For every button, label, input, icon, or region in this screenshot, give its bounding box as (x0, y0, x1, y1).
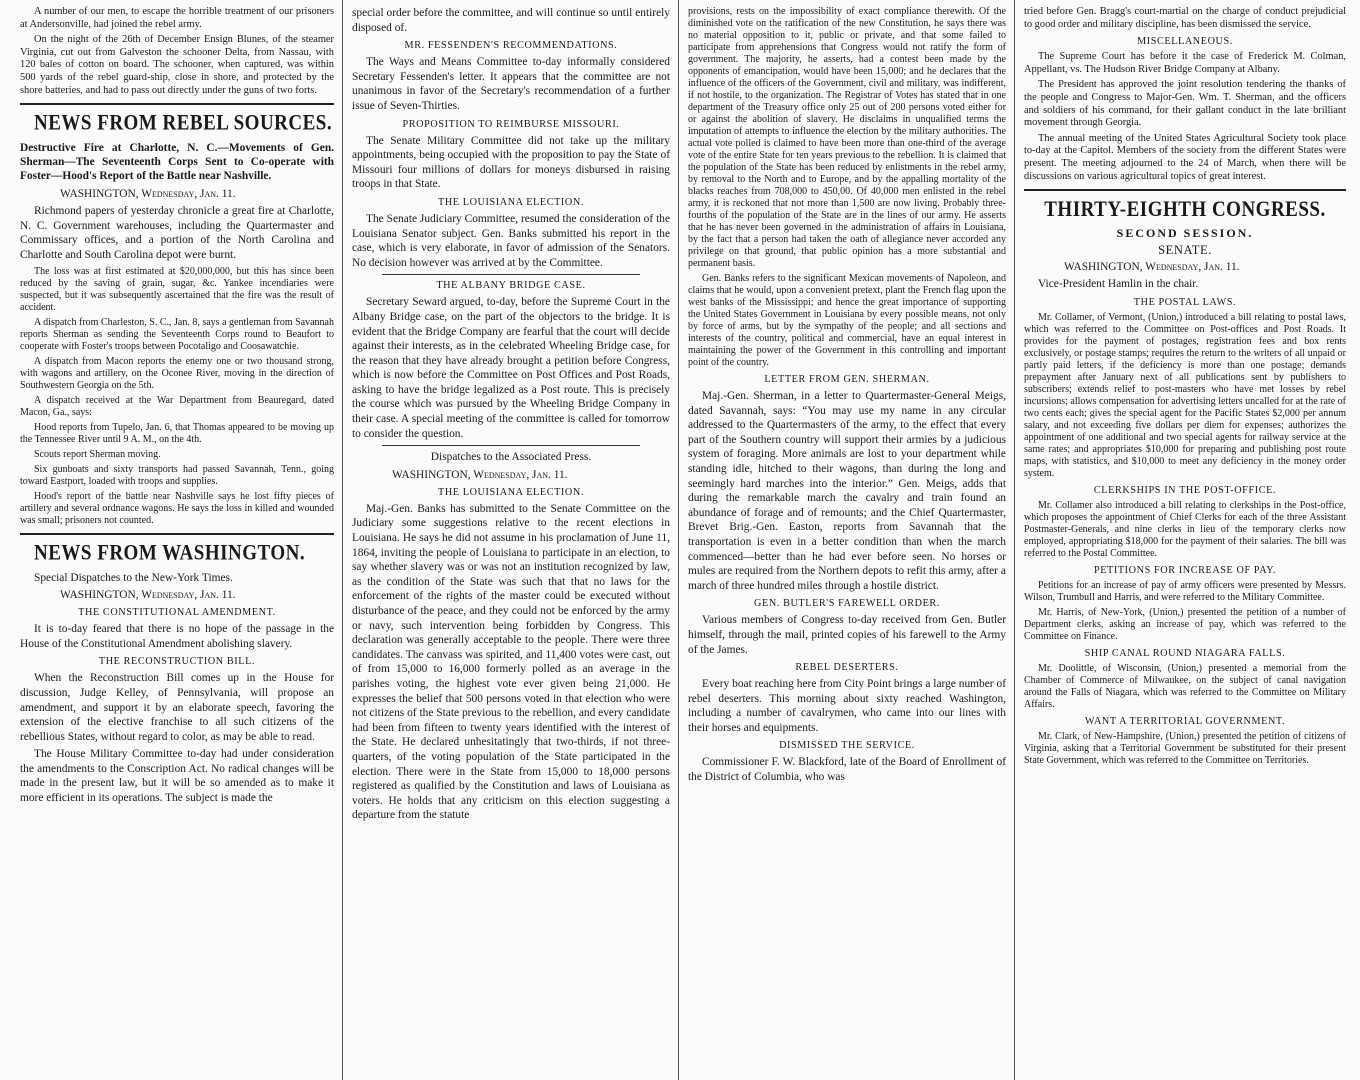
paragraph: Mr. Collamer, of Vermont, (Union,) introduced a bill relating to postal laws, which was referred to the Committee on Post-offices and Post Roads. It provides for the payment of postages, registration fees and box rents exclusively, or postage stamps; requires the return to the writers of all unpaid or partly paid letters, if the deficiency is more than one postage; demands prepayment after January next of all publications sent by publishers to subscribers; extends relief to post-masters who have met losses by rebel incursions; allows compensation for advertising letters uncalled for at the rate of two cents each; gives the special agent for the Pacific States $2,000 per annum salary, and not exceeding five dollars per diem for expenses; authorizes the appointment of one additional and two special agents for railway service at the same rates; and appropriates $10,000 for preparing and publishing post route maps, with statistics, and $10,000 to meet any deficiency in the money order system. (1024, 311, 1346, 479)
headline-washington: NEWS FROM WASHINGTON. (34, 540, 306, 566)
paragraph: Gen. Banks refers to the significant Mexican movements of Napoleon, and claims that he would, upon a convenient pretext, plant the French flag upon the west banks of the Mississippi; and hence the great importance of supporting the United States Government in Louisiana by every possible means, not only by force of arms, but by the sympathy of the people; and all sections and interests of the country, political and commercial, have an equal interest in maintaining the power of the Government in this controlling and important point of the country. (688, 273, 1006, 368)
paragraph: Maj.-Gen. Sherman, in a letter to Quartermaster-General Meigs, dated Savannah, says: “You may use my name in any circular addressed to the Quartermasters of the army, to the effect that every part of the Southern country will support their armies by a judicious system of foraging. More animals are lost to your department while standing idle, hitched to their wagons, than during the long and seemingly hard marches into the interior.” Gen. Meigs, adds that during the remarkable march the cavalry and train found an abundance of forage and of remounts; and the Chief Quartermaster, Brevet Brig.-Gen. Easton, reports from Savannah that the transportation is even in a better condition than when the march commenced—better than he had ever before seen. No horses or mules are required from the Northern depots to refit this army, after a march of three hundred miles through a hostile district. (688, 390, 1006, 592)
section-heading: THE CONSTITUTIONAL AMENDMENT. (78, 607, 276, 619)
paragraph: Hood's report of the battle near Nashville says he lost fifty pieces of artillery and several ordnance wagons. He says the loss in killed and wounded was small; prisoners not counted. (20, 490, 334, 526)
section-heading: THE POSTAL LAWS. (1133, 296, 1237, 308)
section-heading: THE LOUISIANA ELECTION. (438, 196, 584, 208)
section-heading: THE ALBANY BRIDGE CASE. (436, 280, 586, 292)
paragraph: A dispatch from Charleston, S. C., Jan. 8, says a gentleman from Savannah reports Sherman as sending the Seventeenth Corps round to Beaufort to cooperate with Foster's troops between Pocotaligo and Coosawatchie. (20, 316, 334, 352)
paragraph: The annual meeting of the United States Agricultural Society took place to-day at the Capitol. Members of the society from the different States were present. The meeting adjourned to the 24 of March, when there will be discussions on various agricultural topics of great interest. (1024, 132, 1346, 182)
section-heading: MISCELLANEOUS. (1137, 36, 1233, 48)
divider (20, 103, 334, 105)
column-rule (1014, 0, 1015, 1080)
paragraph: Petitions for an increase of pay of army officers were presented by Messrs. Wilson, Trumbull and Harris, and were referred to the Military Committee. (1024, 579, 1346, 603)
special-dispatch-line: Special Dispatches to the New-York Times. (34, 571, 233, 584)
column-rule (678, 0, 679, 1080)
dateline: WASHINGTON, Wednesday, Jan. 11. (60, 589, 236, 602)
section-heading: LETTER FROM GEN. SHERMAN. (764, 374, 930, 385)
paragraph: Mr. Clark, of New-Hampshire, (Union,) presented the petition of citizens of Virginia, asking that a Territorial Government be substituted for their present State Government, which was referred to the Committee on Territories. (1024, 730, 1346, 766)
section-heading: REBEL DESERTERS. (795, 662, 899, 674)
dateline: WASHINGTON, Wednesday, Jan. 11. (1064, 261, 1240, 274)
paragraph: provisions, rests on the impossibility of exact compliance therewith. Of the diminished vote on the ratification of the new Constitution, he says there was no material opposition to it, public or private, and that some failed to participate from apprehensions that Congress would not ratify the form of government. The majority, he asserts, had a contest been made by the opponents of emancipation, would have been 15,000; and he declares that the influence of the officers of the Government, civil and military, was indifferent, if not hostile, to the organization. The Registrar of Votes has stated that in one department of the Treasury office only 25 out of 200 persons voted either for or against the abolition of slavery. He disclaims in unqualified terms the imputation of attempts to influence the election by the military authorities. The actual vote polled is claimed to have been more than one-third of the average vote of the entire State for ten years previous to the rebellion. It is claimed that the population of the State has been reduced by enlistments in the rebel army, by removal to the North and to Europe, and by the appalling mortality of the blacks reaches from 708,000 to 450,00. Of 40,000 men enlisted in the rebel army, it is reckoned that not more than 1,500 are now living. Probably three-fourths of the population of the State are in the lines of our army. He asserts that he has never been governed in the administration of affairs in Louisiana, by the fact that a person had taken the oath of allegiance never accorded any privilege on that ground, that public opinion has a more substantial and permanent basis. (688, 6, 1006, 269)
paragraph: Maj.-Gen. Banks has submitted to the Senate Committee on the Judiciary some suggestions relative to the recent elections in Louisiana. He says he did not assume in his proclamation of June 11, 1864, inviting the people of Louisiana to participate in an election, to say whether slavery was or was not an institution recognized by law, as the condition of the State was such that that no laws for the enforcement of the rights of the master could be executed without disturbance of the peace, and they could not be enforced by the army or navy, such intervention being forbidden by Congress. This declaration was generally acceptable to the people. There were three candidates. The canvass was spirited, and 11,400 votes were cast, out of from 15,000 to 16,000 formerly polled as an average in the parishes voting, the highest vote ever given being 21,000. He expresses the belief that 500 persons voted in that election who were not citizens of the State previous to the rebellion, and every candidate had been from fifteen to twenty years identified with the interest of the State. He declared unhesitatingly that two-thirds, if not three-quarters, of the voting population of the State participated in the election. There were in the State from 15,000 to 18,000 persons registered as qualified by the Constitution and laws of Louisiana as voters. He holds that any criticism on this election suggesting a departure from the statute (352, 502, 670, 822)
paragraph: Mr. Collamer also introduced a bill relating to clerkships in the Post-office, which proposes the appointment of Chief Clerks for each of the three Assistant Postmaster-Generals, and nine clerks in lieu of the temporary clerks now employed, appropriating $18,000 for the payment of their salaries. The bill was referred to the Postal Committee. (1024, 499, 1346, 559)
section-heading: GEN. BUTLER'S FAREWELL ORDER. (754, 598, 940, 610)
section-heading: PETITIONS FOR INCREASE OF PAY. (1093, 564, 1277, 576)
column-3 (684, 0, 1010, 1080)
column-2 (348, 0, 674, 1080)
column-rule (342, 0, 343, 1080)
section-heading: WANT A TERRITORIAL GOVERNMENT. (1084, 715, 1286, 727)
dateline: WASHINGTON, Wednesday, Jan. 11. (392, 468, 568, 481)
paragraph: Hood reports from Tupelo, Jan. 6, that Thomas appeared to be moving up the Tennessee River until 9 A. M., on the 4th. (20, 421, 334, 445)
paragraph: The Senate Judiciary Committee, resumed the consideration of the Louisiana Senator subject. Gen. Banks submitted his report in the case, which is very elaborate, in favor of admission of the Senators. No decision however was arrived at by the Committee. (352, 212, 670, 269)
section-heading: MR. FESSENDEN'S RECOMMENDATIONS. (404, 40, 618, 52)
chair-line: Vice-President Hamlin in the chair. (1038, 278, 1199, 291)
paragraph: Scouts report Sherman moving. (34, 448, 161, 460)
divider (382, 445, 640, 446)
divider (1024, 189, 1346, 191)
session-heading: SECOND SESSION. (1116, 226, 1254, 241)
section-heading: THE LOUISIANA ELECTION. (438, 486, 584, 498)
paragraph: The Ways and Means Committee to-day informally considered Secretary Fessenden's letter. It appears that the committee are not unanimous in favor of the Secretary's recommendation of a further issue of Seven-Thirties. (352, 56, 670, 112)
paragraph: When the Reconstruction Bill comes up in the House for discussion, Judge Kelley, of Pennsylvania, will propose an amendment, and support it by an elaborate speech, favoring the extension of the elective franchise to all such citizens of the rebellious States, without regard to color, as may be able to read. (20, 672, 334, 743)
chamber-heading: SENATE. (1158, 243, 1212, 258)
subheadline: Destructive Fire at Charlotte, N. C.—Movements of Gen. Sherman—The Seventeenth Corps Sent to Co-operate with Foster—Hood's Report of the Battle near Nashville. (20, 142, 334, 183)
section-heading: PROPOSITION TO REIMBURSE MISSOURI. (402, 118, 620, 130)
paragraph: The President has approved the joint resolution tendering the thanks of the people and Congress to Major-Gen. Wm. T. Sherman, and the officers and soldiers of his command, for their gallant conduct in the late brilliant movement through Georgia. (1024, 79, 1346, 129)
paragraph: Secretary Seward argued, to-day, before the Supreme Court in the Albany Bridge case, on the part of the objectors to the bridge. It is evident that the Bridge Company are fearful that the court will decide against their interests, as in the celebrated Wheeling Bridge case, for the reason that they have already brought a petition before Congress, which is now before the Committee on Post Offices and Post Roads, asking to have the bridge legalized as a Post route. This is precisely the course which was pursued by the Wheeling Bridge Company in their case. A special meeting of the committee is called for tomorrow to consider the question. (352, 296, 670, 440)
associated-press-line: Dispatches to the Associated Press. (430, 451, 592, 464)
paragraph: tried before Gen. Bragg's court-martial on the charge of conduct prejudicial to good order and military discipline, has been dismissed the service. (1024, 6, 1346, 30)
divider (382, 274, 640, 275)
paragraph: Mr. Harris, of New-York, (Union,) presented the petition of a number of Department clerks, asking an increase of pay, which was referred to the Committee on Finance. (1024, 606, 1346, 642)
paragraph: A dispatch from Macon reports the enemy one or two thousand strong, with wagons and artillery, on the Oconee River, moving in the direction of Southwestern Georgia on the 5th. (20, 355, 334, 391)
paragraph: The House Military Committee to-day had under consideration the amendments to the Conscription Act. No radical changes will be made in the present law, but it will be so amended as to make it more efficient in its operations. The subject is made the (20, 748, 334, 805)
headline-rebel-sources: NEWS FROM REBEL SOURCES. (34, 111, 333, 136)
paragraph: Mr. Doolittle, of Wisconsin, (Union,) presented a memorial from the Chamber of Commerce of Milwaukee, on the subject of canal navigation around the Falls of Niagara, which was referred to the Committee on Military Affairs. (1024, 662, 1346, 710)
paragraph: Six gunboats and sixty transports had passed Savannah, Tenn., going toward Eastport, loaded with troops and supplies. (20, 463, 334, 487)
paragraph: The loss was at first estimated at $20,000,000, but this has since been reduced by the saving of grain, sugar, &c. Yankee incendiaries were suspected, but it was subsequently ascertained that the fire was the result of accident. (20, 265, 334, 313)
section-heading: THE RECONSTRUCTION BILL. (98, 656, 256, 668)
headline-congress: THIRTY-EIGHTH CONGRESS. (1044, 197, 1326, 222)
paragraph: The Senate Military Committee did not take up the military appointments, being occupied with the proposition to pay the State of Missouri four millions of dollars for moneys disbursed in raising troops in that State. (352, 134, 670, 191)
paragraph: A number of our men, to escape the horrible treatment of our prisoners at Andersonville, had joined the rebel army. (20, 6, 334, 30)
paragraph: On the night of the 26th of December Ensign Blunes, of the steamer Virginia, cut out from Galveston the schooner Delta, from Nassau, with 120 bales of cotton on board. The schooner, when captured, was within 500 yards of the rebel guard-ship, close in shore, and protected by the shore batteries, and had to pass out directly under the guns of two forts. (20, 34, 334, 96)
paragraph: The Supreme Court has before it the case of Frederick M. Colman, Appellant, vs. The Hudson River Bridge Company at Albany. (1024, 51, 1346, 75)
paragraph: Various members of Congress to-day received from Gen. Butler himself, through the mail, printed copies of his farewell to the Army of the James. (688, 614, 1006, 656)
section-heading: SHIP CANAL ROUND NIAGARA FALLS. (1084, 647, 1286, 659)
paragraph: It is to-day feared that there is no hope of the passage in the House of the Constitutional Amendment abolishing slavery. (20, 623, 334, 650)
paragraph: special order before the committee, and will continue so until entirely disposed of. (352, 7, 670, 34)
paragraph: A dispatch received at the War Department from Beauregard, dated Macon, Ga., says: (20, 394, 334, 418)
section-heading: DISMISSED THE SERVICE. (779, 740, 915, 752)
dateline: WASHINGTON, Wednesday, Jan. 11. (60, 188, 236, 201)
divider (20, 533, 334, 535)
section-heading: CLERKSHIPS IN THE POST-OFFICE. (1093, 484, 1277, 496)
paragraph: Commissioner F. W. Blackford, late of the Board of Enrollment of the District of Columbia, who was (688, 756, 1006, 784)
column-1 (16, 0, 338, 1080)
paragraph: Every boat reaching here from City Point brings a large number of rebel deserters. This morning about sixty reached Washington, including a number of cavalrymen, who came into our lines with their horses and equipments. (688, 678, 1006, 734)
paragraph: Richmond papers of yesterday chronicle a great fire at Charlotte, N. C. Government warehouses, including the Quartermaster and Commissary offices, and a portion of the North Carolina and Charlotte and South Carolina depot were burnt. (20, 205, 334, 261)
column-4 (1020, 0, 1350, 1080)
